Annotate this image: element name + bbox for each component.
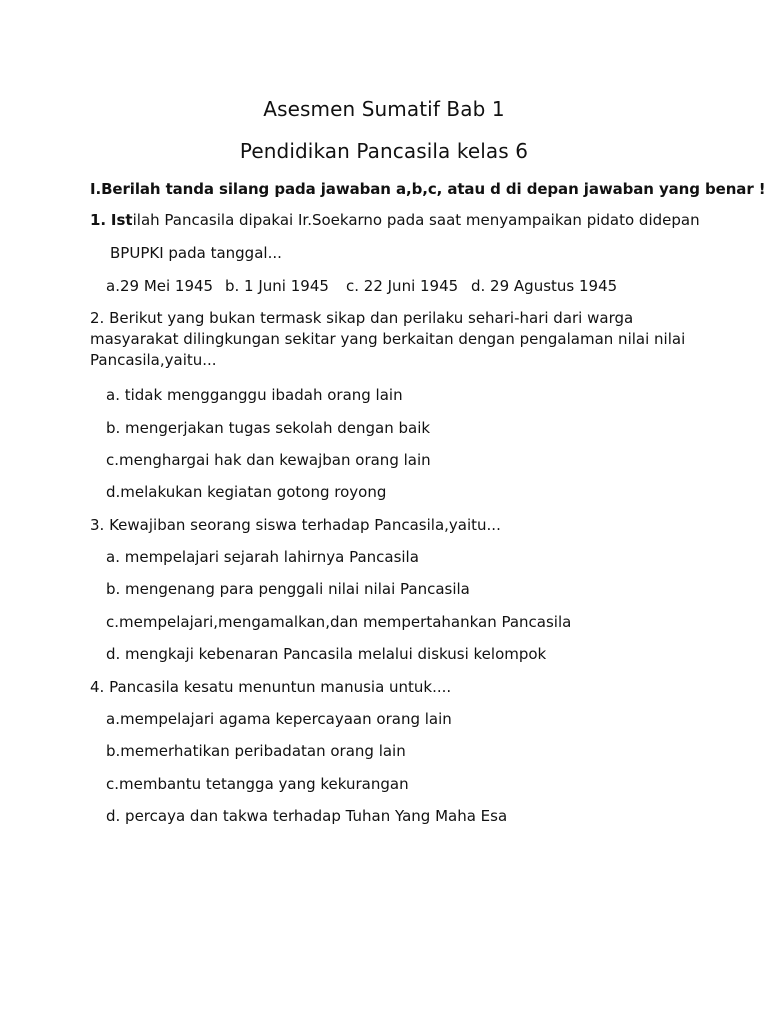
question-2-option-c: c.menghargai hak dan kewajban orang lain [106, 451, 431, 469]
question-3-option-d: d. mengkaji kebenaran Pancasila melalui diskusi kelompok [106, 645, 547, 663]
question-1-option-d: d. 29 Agustus 1945 [471, 277, 618, 295]
question-1-stem [90, 210, 700, 230]
question-1-stem-continued: BPUPKI pada tanggal... [110, 244, 282, 262]
instruction-text: I.Berilah tanda silang pada jawaban a,b,c, atau d di depan jawaban yang benar ! [90, 180, 766, 198]
question-1-number: 1. [90, 211, 107, 229]
question-4-option-b: b.memerhatikan peribadatan orang lain [106, 742, 406, 760]
question-3-option-b: b. mengenang para penggali nilai nilai Pancasila [106, 580, 470, 598]
question-1-option-a: a.29 Mei 1945 [106, 277, 214, 295]
question-1-stem-text: ilah Pancasila dipakai Ir.Soekarno pada saat menyampaikan pidato didepan [132, 211, 700, 229]
question-3-option-c: c.mempelajari,mengamalkan,dan mempertahankan Pancasila [106, 613, 572, 631]
question-2-option-d: d.melakukan kegiatan gotong royong [106, 483, 387, 501]
question-2-option-a: a. tidak mengganggu ibadah orang lain [106, 386, 403, 404]
question-3-stem: 3. Kewajiban seorang siswa terhadap Pancasila,yaitu... [90, 516, 501, 534]
question-1-option-c: c. 22 Juni 1945 [346, 277, 459, 295]
question-1-stem-bold: Ist [110, 211, 133, 229]
document-title: Asesmen Sumatif Bab 1 [263, 97, 505, 121]
question-2-option-b: b. mengerjakan tugas sekolah dengan baik [106, 419, 431, 437]
question-4-stem: 4. Pancasila kesatu menuntun manusia untuk.... [90, 678, 452, 696]
question-2-stem: 2. Berikut yang bukan termask sikap dan perilaku sehari-hari dari warga masyarakat dilingkungan sekitar yang berkaitan dengan pengalaman nilai nilai Pancasila,yaitu... [90, 309, 686, 369]
question-4-option-c: c.membantu tetangga yang kekurangan [106, 775, 409, 793]
question-4-option-a: a.mempelajari agama kepercayaan orang lain [106, 710, 452, 728]
document-subtitle: Pendidikan Pancasila kelas 6 [239, 139, 529, 163]
question-4-option-d: d. percaya dan takwa terhadap Tuhan Yang Maha Esa [106, 807, 508, 825]
question-1-option-b: b. 1 Juni 1945 [225, 277, 329, 295]
question-3-option-a: a. mempelajari sejarah lahirnya Pancasila [106, 548, 419, 566]
